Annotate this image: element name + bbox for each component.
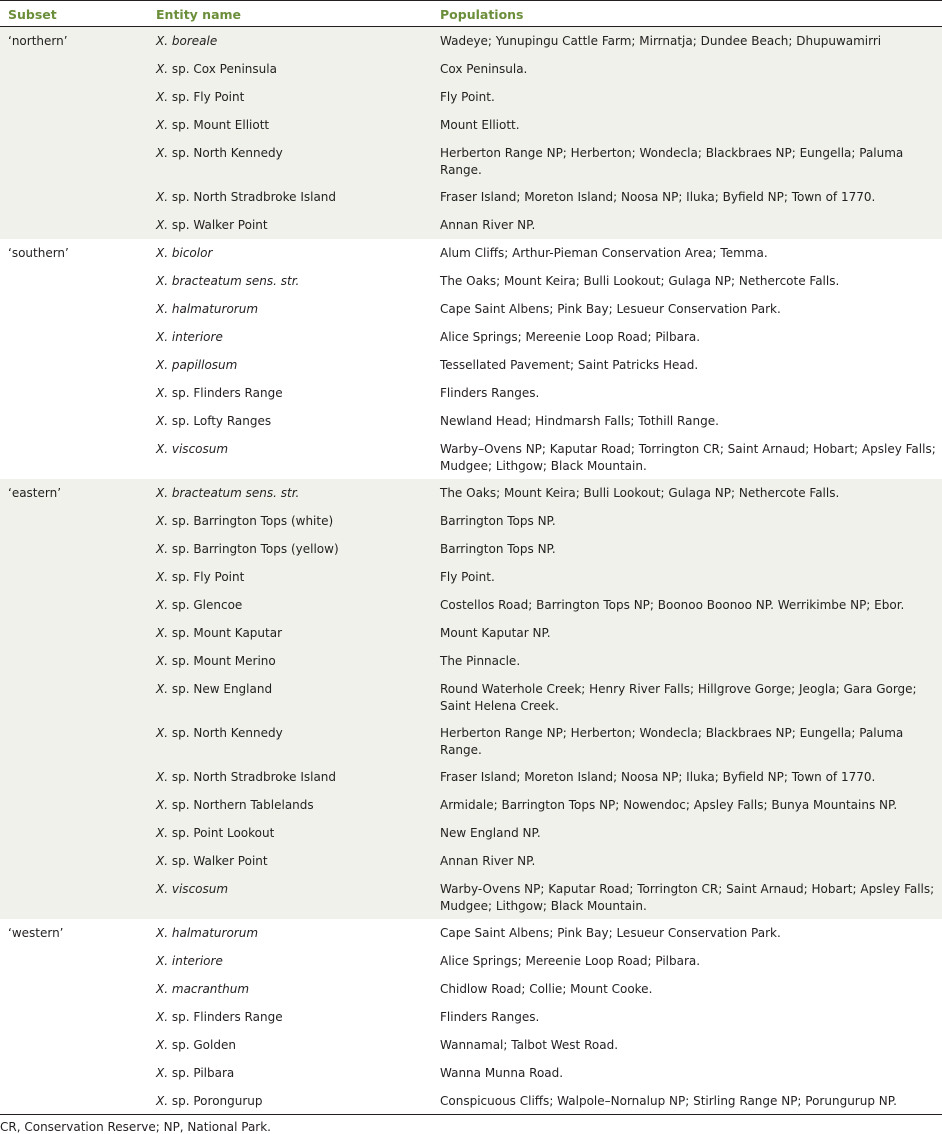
genus-abbrev: X.: [156, 413, 169, 428]
table-row: [0, 211, 942, 239]
table-row: [0, 323, 942, 351]
entity-name: sp. New England: [171, 681, 273, 696]
header-entity-name: Entity name: [148, 1, 432, 27]
entity-name-cell: [148, 919, 432, 947]
populations-cell: Herberton Range NP; Herberton; Wondecla; Blackbraes NP; Eungella; Paluma Range.: [432, 139, 942, 183]
subset-cell: ‘eastern’: [0, 479, 148, 507]
subset-cell: [0, 435, 148, 479]
entity-name-cell: [148, 975, 432, 1003]
populations-cell: Flinders Ranges.: [440, 385, 540, 400]
entity-name: viscosum: [171, 881, 229, 896]
populations-cell: Fraser Island; Moreton Island; Noosa NP; Iluka; Byfield NP; Town of 1770.: [432, 183, 942, 211]
subset-cell: [0, 211, 148, 239]
subset-group: [0, 27, 942, 239]
populations-cell: The Pinnacle.: [432, 647, 942, 675]
subset-cell: [0, 647, 148, 675]
entity-name: sp. Glencoe: [171, 597, 243, 612]
entity-name-cell: [148, 323, 432, 351]
entity-name-cell: [148, 295, 432, 323]
entity-name: halmaturorum: [171, 301, 259, 316]
entity-name: bracteatum sens. str.: [171, 485, 300, 500]
populations-cell: Fly Point.: [432, 563, 942, 591]
entity-name: sp. Pilbara: [171, 1065, 235, 1080]
entity-name-cell: [148, 183, 432, 211]
table-row: [0, 847, 942, 875]
subset-cell: ‘western’: [8, 925, 64, 940]
genus-abbrev: X.: [156, 881, 169, 896]
subset-cell: [0, 1059, 148, 1087]
subset-cell: [0, 407, 148, 435]
populations-cell: Alice Springs; Mereenie Loop Road; Pilbara.: [440, 329, 701, 344]
table-row: [0, 407, 942, 435]
subset-cell: [0, 819, 148, 847]
entity-name: sp. Northern Tablelands: [171, 797, 314, 812]
entity-name: viscosum: [171, 441, 229, 456]
subset-cell: [0, 763, 148, 791]
entity-name-cell: [148, 27, 432, 55]
table-row: [0, 675, 942, 719]
table-row: [0, 351, 942, 379]
table-row: [0, 83, 942, 111]
subset-cell: [0, 183, 148, 211]
entity-name: sp. Walker Point: [171, 853, 268, 868]
populations-cell: Alum Cliffs; Arthur-Pieman Conservation Area; Temma.: [440, 245, 768, 260]
genus-abbrev: X.: [156, 34, 169, 48]
subset-cell: [0, 619, 148, 647]
table-row: [0, 1059, 942, 1087]
subset-cell: ‘northern’: [0, 27, 148, 55]
populations-cell: The Oaks; Mount Keira; Bulli Lookout; Gulaga NP; Nethercote Falls.: [432, 479, 942, 507]
table-row: [0, 647, 942, 675]
populations-cell: Cape Saint Albens; Pink Bay; Lesueur Conservation Park.: [440, 925, 781, 940]
genus-abbrev: X.: [156, 853, 169, 868]
entity-name-cell: [148, 55, 432, 83]
subset-group: [0, 919, 942, 1115]
subset-cell: [0, 55, 148, 83]
table-row: [0, 947, 942, 975]
genus-abbrev: X.: [156, 61, 169, 76]
entity-name: boreale: [171, 34, 218, 48]
subset-cell: [0, 975, 148, 1003]
entity-name: sp. North Kennedy: [171, 725, 283, 740]
entity-name-cell: [148, 1003, 432, 1031]
entity-name: sp. Lofty Ranges: [171, 413, 272, 428]
entity-name: sp. North Stradbroke Island: [171, 189, 337, 204]
entity-name: sp. Cox Peninsula: [171, 61, 277, 76]
table-row: [0, 1031, 942, 1059]
subset-cell: [0, 791, 148, 819]
genus-abbrev: X.: [156, 485, 169, 500]
populations-cell: Warby–Ovens NP; Kaputar Road; Torrington CR; Saint Arnaud; Hobart; Apsley Falls; Mudgee; Lithgow; Black Mountain.: [440, 441, 936, 473]
populations-cell: Annan River NP.: [432, 211, 942, 239]
entity-name: sp. Mount Elliott: [171, 117, 270, 132]
entity-name: sp. Flinders Range: [171, 385, 283, 400]
table-row: [0, 819, 942, 847]
table-row: [0, 1087, 942, 1115]
entity-name: halmaturorum: [171, 925, 259, 940]
genus-abbrev: X.: [156, 513, 169, 528]
table-row: [0, 27, 942, 55]
populations-cell: Wannamal; Talbot West Road.: [440, 1037, 619, 1052]
populations-cell: Wadeye; Yunupingu Cattle Farm; Mirrnatja; Dundee Beach; Dhupuwamirri: [432, 27, 942, 55]
entity-name: sp. Mount Kaputar: [171, 625, 283, 640]
populations-cell: Mount Kaputar NP.: [432, 619, 942, 647]
entity-name: sp. Barrington Tops (white): [171, 513, 334, 528]
genus-abbrev: X.: [156, 145, 169, 160]
entity-name-cell: [148, 719, 432, 763]
genus-abbrev: X.: [156, 117, 169, 132]
entity-name: macranthum: [171, 981, 250, 996]
populations-cell: Herberton Range NP; Herberton; Wondecla; Blackbraes NP; Eungella; Paluma Range.: [432, 719, 942, 763]
table-row: [0, 563, 942, 591]
entity-name: sp. North Stradbroke Island: [171, 769, 337, 784]
genus-abbrev: X.: [156, 541, 169, 556]
subset-group: [0, 479, 942, 919]
subset-cell: [0, 847, 148, 875]
populations-cell: Mount Elliott.: [432, 111, 942, 139]
table-row: [0, 535, 942, 563]
genus-abbrev: X.: [156, 1065, 169, 1080]
table-row: [0, 295, 942, 323]
entity-name: sp. North Kennedy: [171, 145, 283, 160]
table-row: [0, 719, 942, 763]
entity-name-cell: [148, 763, 432, 791]
populations-cell: Conspicuous Cliffs; Walpole–Nornalup NP; Stirling Range NP; Porungurup NP.: [432, 1087, 942, 1115]
genus-abbrev: X.: [156, 385, 169, 400]
subset-cell: [0, 875, 148, 919]
genus-abbrev: X.: [156, 217, 169, 232]
subset-cell: [0, 379, 148, 407]
entity-name: sp. Golden: [171, 1037, 236, 1052]
genus-abbrev: X.: [156, 89, 169, 104]
header-subset: Subset: [0, 1, 148, 27]
genus-abbrev: X.: [156, 1009, 169, 1024]
table-row: [0, 435, 942, 479]
table-row: [0, 55, 942, 83]
populations-cell: Barrington Tops NP.: [432, 535, 942, 563]
genus-abbrev: X.: [156, 769, 169, 784]
subset-cell: [0, 83, 148, 111]
table-row: [0, 1003, 942, 1031]
genus-abbrev: X.: [156, 357, 169, 372]
entity-name-cell: [148, 239, 432, 267]
entity-name-cell: [148, 791, 432, 819]
table-row: [0, 507, 942, 535]
subset-cell: [0, 267, 148, 295]
populations-cell: Chidlow Road; Collie; Mount Cooke.: [440, 981, 653, 996]
genus-abbrev: X.: [156, 1037, 169, 1052]
entity-name: sp. Point Lookout: [171, 825, 275, 840]
table-header: [0, 1, 942, 27]
entity-name-cell: [148, 947, 432, 975]
entity-name-cell: [148, 563, 432, 591]
table-row: [0, 619, 942, 647]
populations-cell: Barrington Tops NP.: [432, 507, 942, 535]
entity-name: sp. Fly Point: [171, 89, 245, 104]
entity-name: sp. Barrington Tops (yellow): [171, 541, 339, 556]
genus-abbrev: X.: [156, 797, 169, 812]
entity-name-cell: [148, 479, 432, 507]
subset-cell: [0, 139, 148, 183]
table-row: [0, 975, 942, 1003]
table-row: [0, 875, 942, 919]
entity-name-cell: [148, 267, 432, 295]
table-row: [0, 763, 942, 791]
table-row: [0, 591, 942, 619]
table-row: [0, 479, 942, 507]
entity-name-cell: [148, 535, 432, 563]
genus-abbrev: X.: [156, 953, 169, 968]
entity-name-cell: [148, 875, 432, 919]
populations-cell: Fly Point.: [432, 83, 942, 111]
genus-abbrev: X.: [156, 625, 169, 640]
populations-cell: Warby-Ovens NP; Kaputar Road; Torrington CR; Saint Arnaud; Hobart; Apsley Falls; Mudgee; Lithgow; Black Mountain.: [432, 875, 942, 919]
populations-cell: Cape Saint Albens; Pink Bay; Lesueur Conservation Park.: [440, 301, 781, 316]
genus-abbrev: X.: [156, 1093, 169, 1108]
subset-cell: [0, 1003, 148, 1031]
header-populations: Populations: [432, 1, 942, 27]
entity-name-cell: [148, 847, 432, 875]
populations-cell: Cox Peninsula.: [432, 55, 942, 83]
entity-name-cell: [148, 507, 432, 535]
subset-cell: ‘southern’: [8, 245, 69, 260]
entity-name-cell: [148, 675, 432, 719]
populations-cell: New England NP.: [432, 819, 942, 847]
genus-abbrev: X.: [156, 245, 169, 260]
entity-name-cell: [148, 379, 432, 407]
subset-cell: [0, 535, 148, 563]
subset-cell: [0, 111, 148, 139]
genus-abbrev: X.: [156, 925, 169, 940]
genus-abbrev: X.: [156, 273, 169, 288]
populations-cell: Wanna Munna Road.: [440, 1065, 564, 1080]
populations-cell: Round Waterhole Creek; Henry River Falls; Hillgrove Gorge; Jeogla; Gara Gorge; Saint Helena Creek.: [432, 675, 942, 719]
entity-name-cell: [148, 591, 432, 619]
entity-name-cell: [148, 211, 432, 239]
populations-cell: Tessellated Pavement; Saint Patricks Head.: [440, 357, 699, 372]
entity-name-cell: [148, 1087, 432, 1115]
entity-name: sp. Mount Merino: [171, 653, 276, 668]
entity-name: sp. Flinders Range: [171, 1009, 283, 1024]
entity-name-cell: [148, 647, 432, 675]
genus-abbrev: X.: [156, 189, 169, 204]
entity-name-cell: [148, 1031, 432, 1059]
populations-cell: Newland Head; Hindmarsh Falls; Tothill Range.: [440, 413, 719, 428]
genus-abbrev: X.: [156, 981, 169, 996]
table-row: [0, 919, 942, 947]
entity-name: bracteatum sens. str.: [171, 273, 300, 288]
populations-cell: Flinders Ranges.: [440, 1009, 540, 1024]
table-row: [0, 183, 942, 211]
populations-cell: Armidale; Barrington Tops NP; Nowendoc; Apsley Falls; Bunya Mountains NP.: [432, 791, 942, 819]
genus-abbrev: X.: [156, 569, 169, 584]
table-row: [0, 139, 942, 183]
genus-abbrev: X.: [156, 681, 169, 696]
subset-cell: [0, 507, 148, 535]
entity-name-cell: [148, 619, 432, 647]
table-row: [0, 111, 942, 139]
entity-name-cell: [148, 111, 432, 139]
table-row: [0, 239, 942, 267]
entity-name-cell: [148, 1059, 432, 1087]
entity-name-cell: [148, 819, 432, 847]
entity-name: sp. Walker Point: [171, 217, 268, 232]
table-footnote: CR, Conservation Reserve; NP, National Park.: [0, 1120, 271, 1134]
subset-cell: [0, 675, 148, 719]
entity-name-cell: [148, 435, 432, 479]
table-row: [0, 379, 942, 407]
genus-abbrev: X.: [156, 825, 169, 840]
entity-name: sp. Porongurup: [171, 1093, 263, 1108]
entity-name: interiore: [171, 953, 223, 968]
entity-name: papillosum: [171, 357, 238, 372]
subset-cell: [0, 323, 148, 351]
entity-name-cell: [148, 139, 432, 183]
entity-name-cell: [148, 351, 432, 379]
subset-cell: [0, 591, 148, 619]
populations-cell: Costellos Road; Barrington Tops NP; Boonoo Boonoo NP. Werrikimbe NP; Ebor.: [432, 591, 942, 619]
entity-name-cell: [148, 407, 432, 435]
subset-cell: [0, 563, 148, 591]
entity-name: sp. Fly Point: [171, 569, 245, 584]
table-row: [0, 267, 942, 295]
subset-group: [0, 239, 942, 479]
populations-cell: The Oaks; Mount Keira; Bulli Lookout; Gulaga NP; Nethercote Falls.: [440, 273, 840, 288]
genus-abbrev: X.: [156, 725, 169, 740]
table-row: [0, 791, 942, 819]
genus-abbrev: X.: [156, 653, 169, 668]
populations-cell: Annan River NP.: [432, 847, 942, 875]
subset-cell: [0, 351, 148, 379]
subset-cell: [0, 1031, 148, 1059]
genus-abbrev: X.: [156, 597, 169, 612]
populations-cell: Fraser Island; Moreton Island; Noosa NP; Iluka; Byfield NP; Town of 1770.: [432, 763, 942, 791]
entity-name: bicolor: [171, 245, 213, 260]
entity-name: interiore: [171, 329, 223, 344]
subset-cell: [0, 295, 148, 323]
genus-abbrev: X.: [156, 301, 169, 316]
subset-cell: [0, 947, 148, 975]
subset-cell: [0, 1087, 148, 1115]
entity-name-cell: [148, 83, 432, 111]
populations-cell: Alice Springs; Mereenie Loop Road; Pilbara.: [440, 953, 701, 968]
genus-abbrev: X.: [156, 329, 169, 344]
subset-cell: [0, 719, 148, 763]
genus-abbrev: X.: [156, 441, 169, 456]
